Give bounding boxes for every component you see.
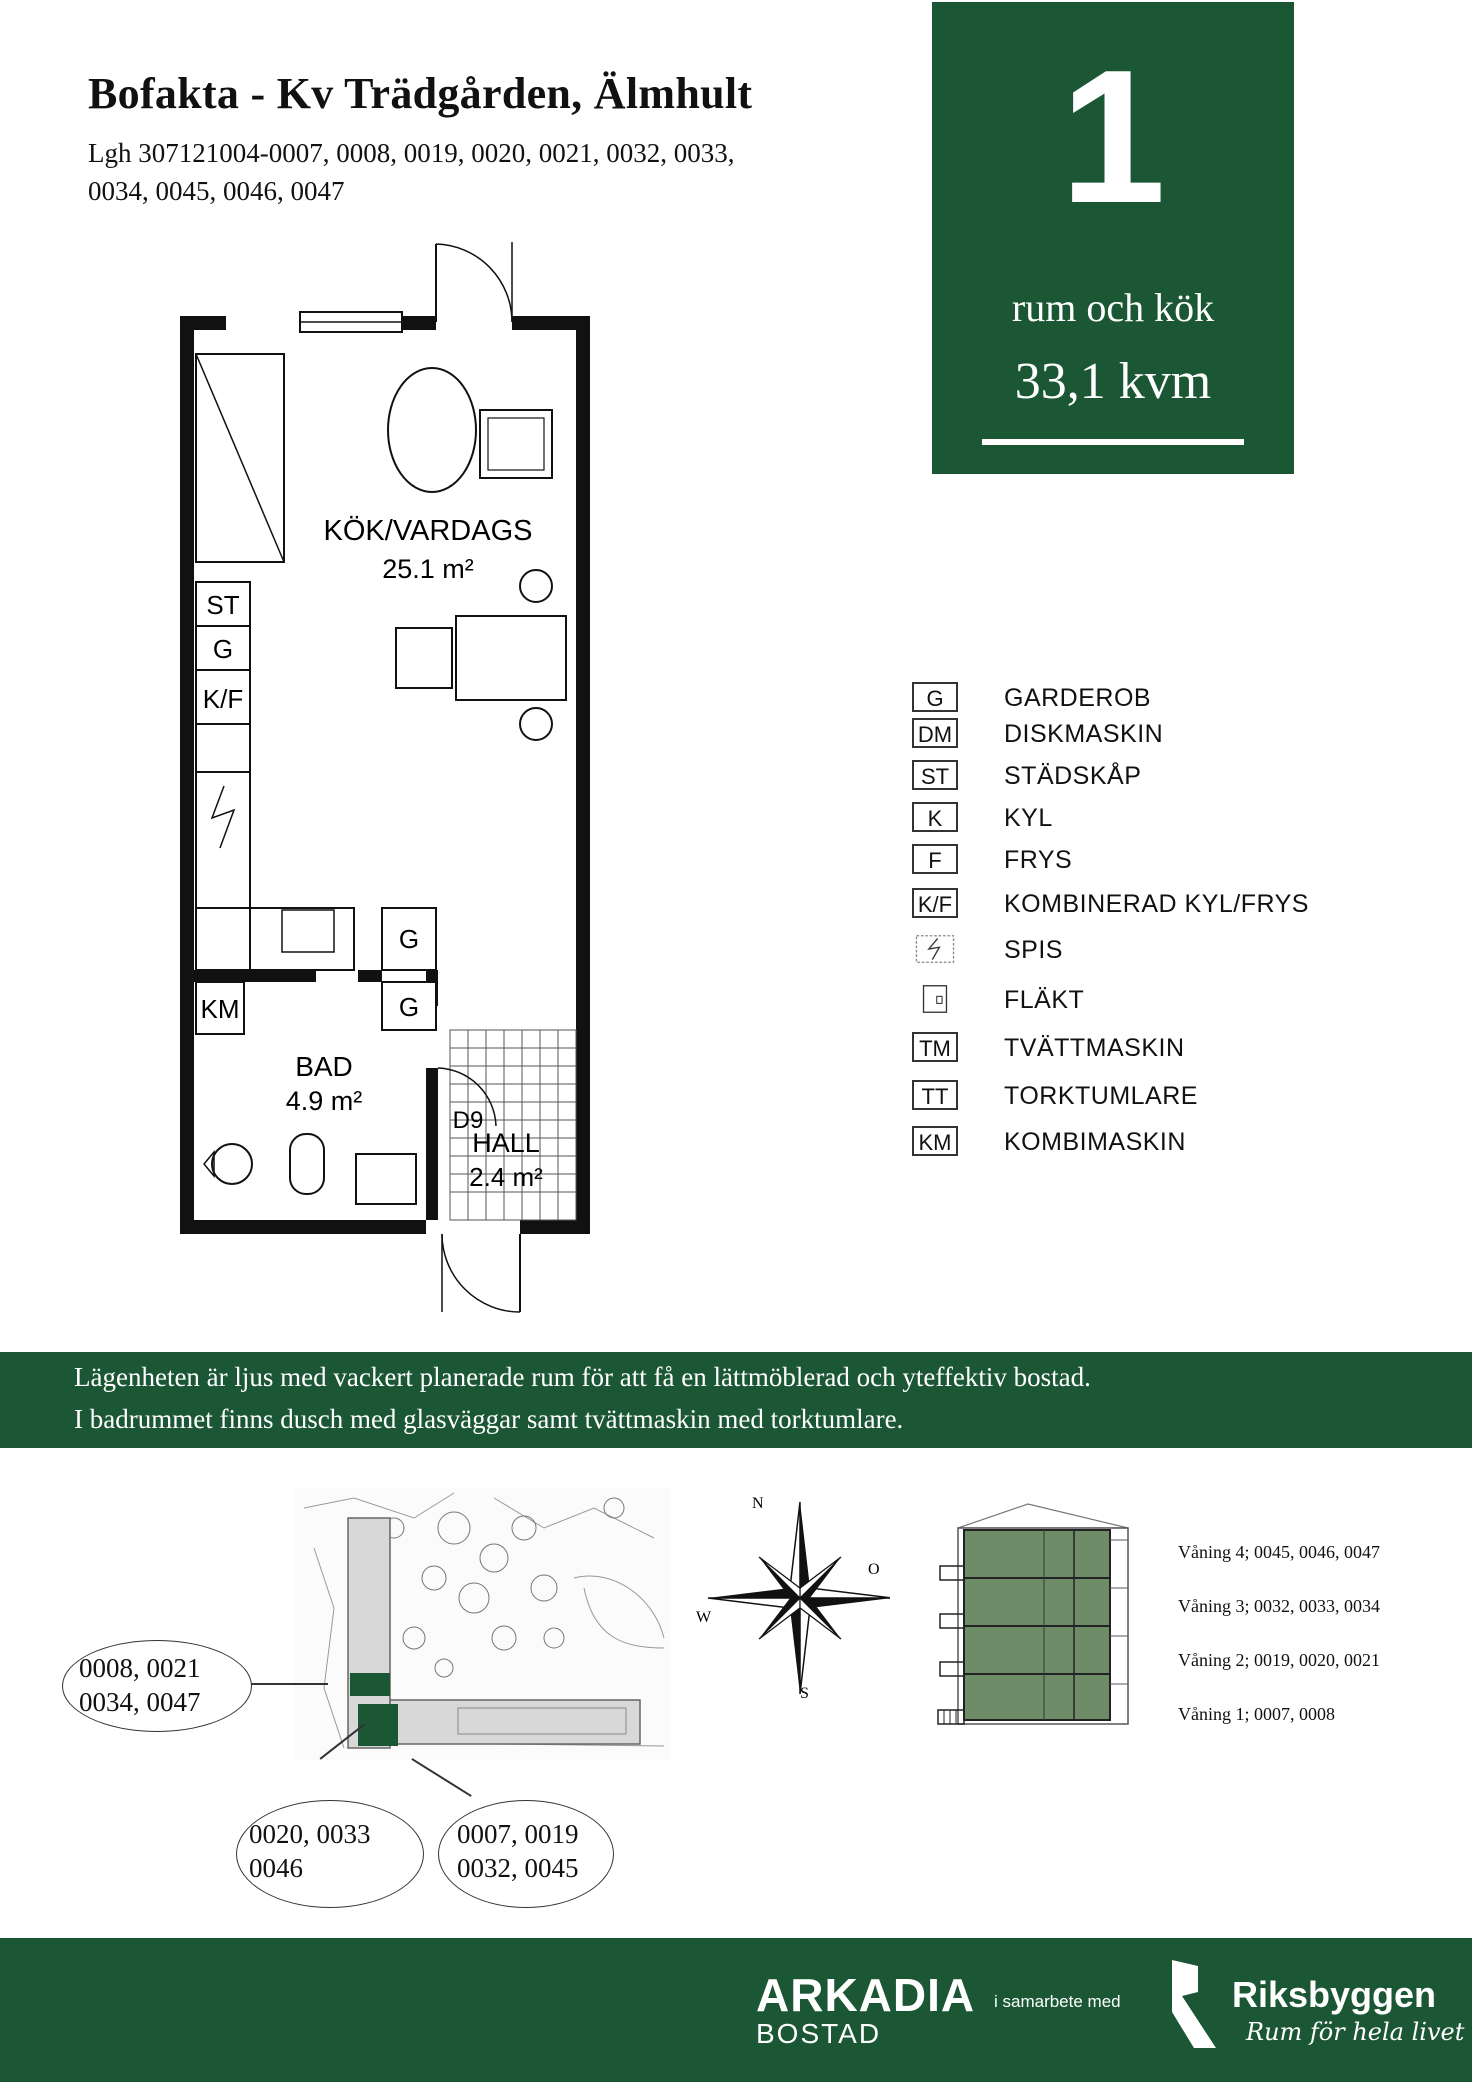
legend-name: FLÄKT — [1004, 986, 1085, 1014]
callout-line1: 0007, 0019 — [457, 1819, 579, 1849]
door-label: D9 — [452, 1107, 484, 1134]
site-callout — [236, 1800, 424, 1908]
room-name-kitchen: KÖK/VARDAGS — [323, 515, 533, 547]
compass-s: S — [800, 1685, 809, 1700]
apartment-numbers-line2: 0034, 0045, 0046, 0047 — [88, 176, 345, 206]
callout-line2: 0032, 0045 — [457, 1853, 579, 1883]
label-kf: K/F — [202, 684, 244, 714]
legend-item — [912, 886, 1392, 926]
legend-item — [912, 842, 1392, 882]
legend-item — [912, 716, 1392, 756]
compass-rose-icon — [696, 1490, 890, 1700]
legend-item — [912, 800, 1392, 840]
legend-item — [912, 1078, 1392, 1118]
floor-plan — [170, 230, 600, 1340]
description-line2: I badrummet finns dusch med glasväggar samt tvättmaskin med torktumlare. — [74, 1404, 904, 1434]
room-area-kitchen: 25.1 m² — [382, 554, 474, 584]
page-title: Bofakta - Kv Trädgården, Älmhult — [88, 69, 753, 118]
legend-item — [912, 982, 1392, 1022]
label-g-1: G — [212, 634, 234, 664]
legend-name: TVÄTTMASKIN — [1004, 1034, 1185, 1062]
callout-line1: 0020, 0033 — [249, 1819, 371, 1849]
legend-code: K — [912, 802, 958, 832]
legend-item — [912, 758, 1392, 798]
callout-line2: 0046 — [249, 1853, 303, 1883]
footer — [0, 1938, 1472, 2082]
room-area-hall: 2.4 m² — [469, 1162, 543, 1192]
legend-name: TORKTUMLARE — [1004, 1082, 1198, 1110]
callout-line1: 0008, 0021 — [79, 1653, 201, 1683]
legend-name: KOMBINERAD KYL/FRYS — [1004, 890, 1309, 918]
arkadia-logo-sub: BOSTAD — [756, 2018, 882, 2049]
callout-line2: 0034, 0047 — [79, 1687, 201, 1717]
floor-label: Våning 3; 0032, 0033, 0034 — [1178, 1596, 1380, 1616]
riksbyggen-name: Riksbyggen — [1232, 1974, 1437, 2015]
label-st: ST — [206, 590, 240, 620]
legend-name: KOMBIMASKIN — [1004, 1128, 1186, 1156]
compass-n: N — [752, 1495, 764, 1512]
legend-name: STÄDSKÅP — [1004, 762, 1142, 790]
legend-item — [912, 1030, 1392, 1070]
arkadia-logo: ARKADIA — [756, 1969, 976, 2021]
floor-label: Våning 2; 0019, 0020, 0021 — [1178, 1650, 1380, 1670]
legend-code: F — [912, 844, 958, 874]
floor-label: Våning 1; 0007, 0008 — [1178, 1704, 1335, 1724]
description-band — [0, 1352, 1472, 1448]
building-elevation — [918, 1500, 1138, 1740]
riksbyggen-tagline: Rum för hela livet — [1246, 2018, 1465, 2046]
apartment-numbers — [88, 134, 848, 210]
apartment-numbers-line1: Lgh 307121004-0007, 0008, 0019, 0020, 0021, 0032, 0033, — [88, 138, 735, 168]
compass-w: W — [696, 1609, 712, 1626]
legend-item — [912, 680, 1392, 720]
legend-item — [912, 1124, 1392, 1164]
apartment-area: 33,1 kvm — [1014, 353, 1212, 410]
legend-item — [912, 932, 1392, 972]
fan-icon — [920, 984, 950, 1014]
room-name-bath: BAD — [295, 1051, 353, 1082]
legend-name: GARDEROB — [1004, 684, 1152, 712]
label-km: KM — [200, 994, 240, 1024]
legend-code: K/F — [912, 888, 958, 918]
site-plan — [294, 1488, 670, 1760]
legend-name: SPIS — [1004, 936, 1063, 964]
legend-name: FRYS — [1004, 846, 1073, 874]
legend-code: TT — [912, 1080, 958, 1110]
apartment-size-badge — [932, 2, 1294, 474]
floor-label: Våning 4; 0045, 0046, 0047 — [1178, 1542, 1380, 1562]
description-line1: Lägenheten är ljus med vackert planerade rum för att få en lättmöblerad och yteffektiv bostad. — [74, 1362, 1091, 1392]
cooperation-text: i samarbete med — [994, 1992, 1121, 2011]
legend-name: DISKMASKIN — [1004, 720, 1164, 748]
legend-code: ST — [912, 760, 958, 790]
stove-icon — [912, 934, 958, 964]
room-area-bath: 4.9 m² — [285, 1086, 363, 1116]
badge-underline — [982, 439, 1244, 445]
riksbyggen-logo-icon — [1168, 1956, 1220, 2052]
room-name-hall: HALL — [472, 1128, 540, 1158]
rooms-text: rum och kök — [1011, 285, 1215, 330]
compass-o: O — [868, 1561, 880, 1578]
label-g-3: G — [398, 992, 420, 1022]
legend-name: KYL — [1004, 804, 1053, 832]
legend-code: TM — [912, 1032, 958, 1062]
legend-code: KM — [912, 1126, 958, 1156]
site-callout — [62, 1640, 252, 1732]
rooms-number: 1 — [1060, 31, 1166, 243]
site-callout — [438, 1800, 614, 1908]
legend-code: DM — [912, 718, 958, 748]
legend-code: G — [912, 682, 958, 712]
label-g-2: G — [398, 924, 420, 954]
callout-leader — [412, 1758, 472, 1796]
